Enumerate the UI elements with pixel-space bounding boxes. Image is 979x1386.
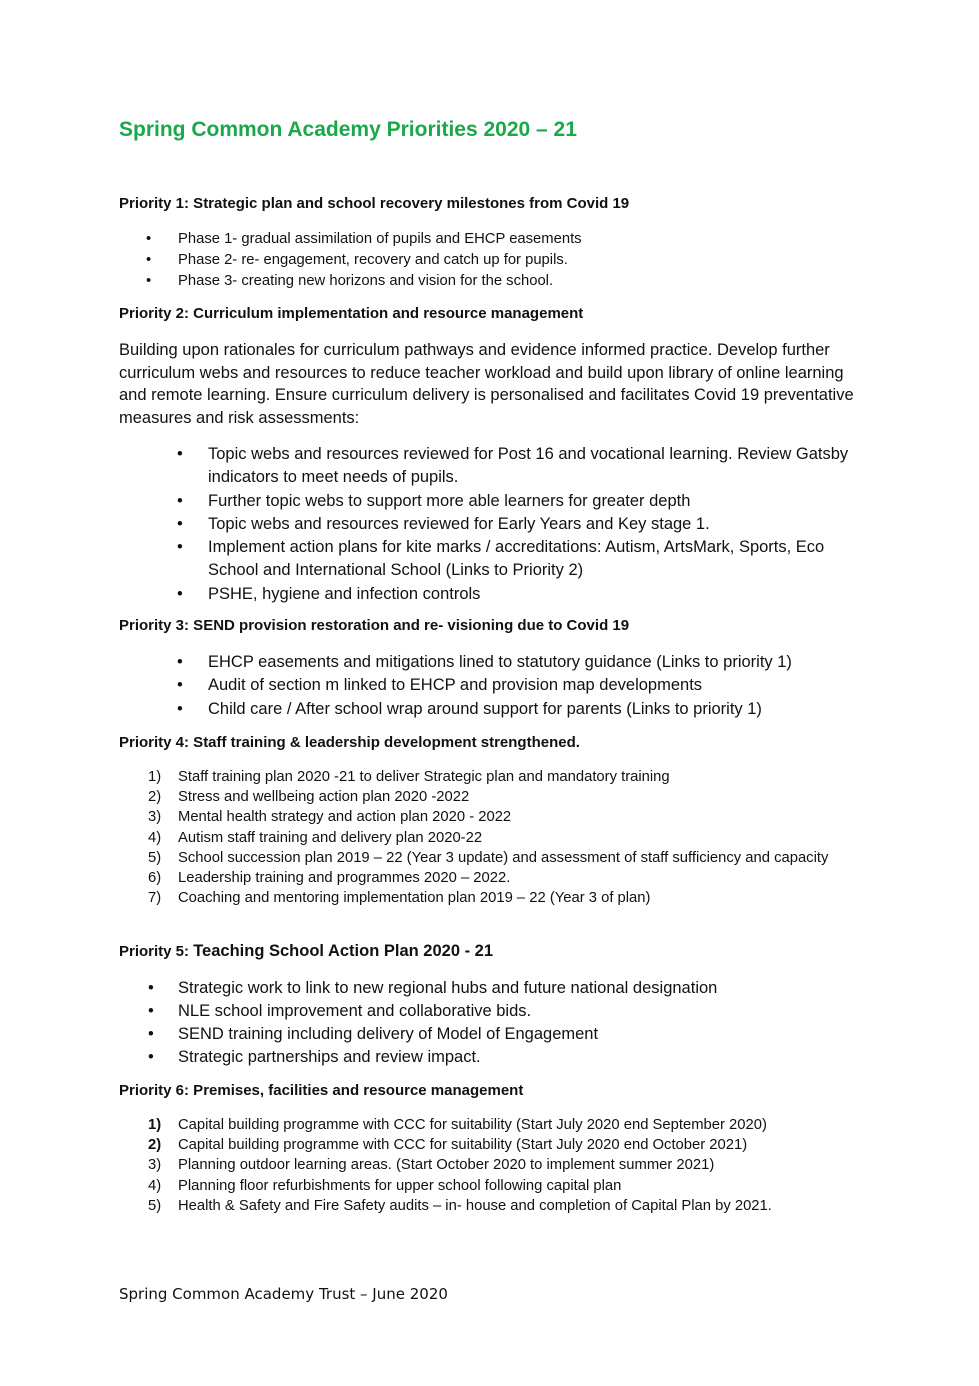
item-number: 5) [148, 1197, 162, 1214]
item-number: 6) [148, 870, 162, 887]
list-item [119, 848, 849, 868]
list-item: • Phase 1- gradual assimilation of pupils and EHCP easements [119, 229, 879, 250]
list-item: • Implement action plans for kite marks / accreditations: Autism, ArtsMark, Sports, Eco School and International School (Links to Priority 2) [119, 536, 864, 583]
list-item [119, 1135, 879, 1155]
item-text: Capital building programme with CCC for suitability (Start July 2020 end September 2020) [178, 1117, 767, 1133]
priority-5-list [119, 977, 879, 1069]
item-text: Stress and wellbeing action plan 2020 -2022 [178, 789, 470, 806]
item-text: Coaching and mentoring implementation plan 2019 – 22 (Year 3 of plan) [178, 890, 651, 907]
priority-5-heading-prefix: Priority 5: [119, 943, 194, 960]
list-item [119, 1115, 879, 1135]
page-title: Spring Common Academy Priorities 2020 – 21 [119, 118, 577, 141]
item-number: 3) [148, 809, 162, 826]
item-number: 2) [148, 1137, 162, 1154]
priority-3-heading: Priority 3: SEND provision restoration and re- visioning due to Covid 19 [119, 617, 630, 634]
item-text: Planning floor refurbishments for upper school following capital plan [178, 1177, 622, 1194]
list-item: • Further topic webs to support more able learners for greater depth [119, 490, 864, 513]
item-number: 1) [148, 1117, 162, 1133]
item-text: Staff training plan 2020 -21 to deliver Strategic plan and mandatory training [178, 769, 670, 785]
list-item [119, 828, 849, 848]
list-item: • Phase 3- creating new horizons and vision for the school. [119, 271, 879, 292]
page-footer: Spring Common Academy Trust – June 2020 [119, 1285, 448, 1303]
item-text: Autism staff training and delivery plan 2020-22 [178, 829, 483, 846]
list-item: • Strategic work to link to new regional hubs and future national designation [119, 977, 879, 1000]
priority-2-list [119, 443, 864, 606]
item-number: 4) [148, 1177, 162, 1194]
list-item: • Audit of section m linked to EHCP and provision map developments [119, 674, 879, 697]
item-number: 2) [148, 789, 162, 806]
item-text: Planning outdoor learning areas. (Start October 2020 to implement summer 2021) [178, 1157, 715, 1174]
list-item: • NLE school improvement and collaborative bids. [119, 1000, 879, 1023]
list-item: • Strategic partnerships and review impact. [119, 1046, 879, 1069]
list-item [119, 868, 849, 888]
list-item [119, 1155, 879, 1175]
priority-1-list [119, 229, 879, 292]
priority-6-list [119, 1115, 879, 1216]
item-number: 4) [148, 829, 162, 846]
priority-4-heading: Priority 4: Staff training & leadership development strengthened. [119, 734, 580, 751]
list-item [119, 888, 849, 908]
list-item: • SEND training including delivery of Model of Engagement [119, 1023, 879, 1046]
list-item: • EHCP easements and mitigations lined to statutory guidance (Links to priority 1) [119, 651, 879, 674]
item-text: Capital building programme with CCC for suitability (Start July 2020 end October 2021) [178, 1137, 748, 1154]
list-item [119, 807, 849, 827]
priority-6-heading: Priority 6: Premises, facilities and resource management [119, 1082, 524, 1099]
item-number: 1) [148, 769, 162, 785]
item-number: 5) [148, 849, 162, 866]
priority-2-paragraph: Building upon rationales for curriculum pathways and evidence informed practice. Develop further curriculum webs and resources to reduce teacher workload and build upon library of online learning and remote learning. Ensure curriculum delivery is personalised and facilitates Covid 19 preventative measures and risk assessments: [119, 341, 854, 427]
item-text: School succession plan 2019 – 22 (Year 3 update) and assessment of staff sufficiency and capacity [178, 849, 829, 866]
priority-1-heading: Priority 1: Strategic plan and school recovery milestones from Covid 19 [119, 195, 630, 212]
list-item [119, 787, 849, 807]
list-item [119, 767, 849, 787]
list-item: • PSHE, hygiene and infection controls [119, 583, 864, 606]
list-item [119, 1196, 879, 1216]
priority-2-heading: Priority 2: Curriculum implementation and resource management [119, 305, 584, 322]
list-item: • Topic webs and resources reviewed for Post 16 and vocational learning. Review Gatsby indicators to meet needs of pupils. [119, 443, 864, 490]
list-item: • Topic webs and resources reviewed for Early Years and Key stage 1. [119, 513, 864, 536]
item-text: Health & Safety and Fire Safety audits – in- house and completion of Capital Plan by 2021. [178, 1197, 772, 1214]
list-item: • Child care / After school wrap around support for parents (Links to priority 1) [119, 698, 879, 721]
item-text: Leadership training and programmes 2020 – 2022. [178, 870, 511, 887]
priority-5-heading-main: Teaching School Action Plan 2020 - 21 [193, 942, 494, 960]
priority-3-list [119, 651, 879, 721]
item-number: 7) [148, 890, 162, 907]
item-number: 3) [148, 1157, 162, 1174]
item-text: Mental health strategy and action plan 2020 - 2022 [178, 809, 512, 826]
list-item: • Phase 2- re- engagement, recovery and catch up for pupils. [119, 250, 879, 271]
priority-4-list [119, 767, 849, 908]
list-item [119, 1176, 879, 1196]
priority-5-heading [119, 942, 493, 961]
